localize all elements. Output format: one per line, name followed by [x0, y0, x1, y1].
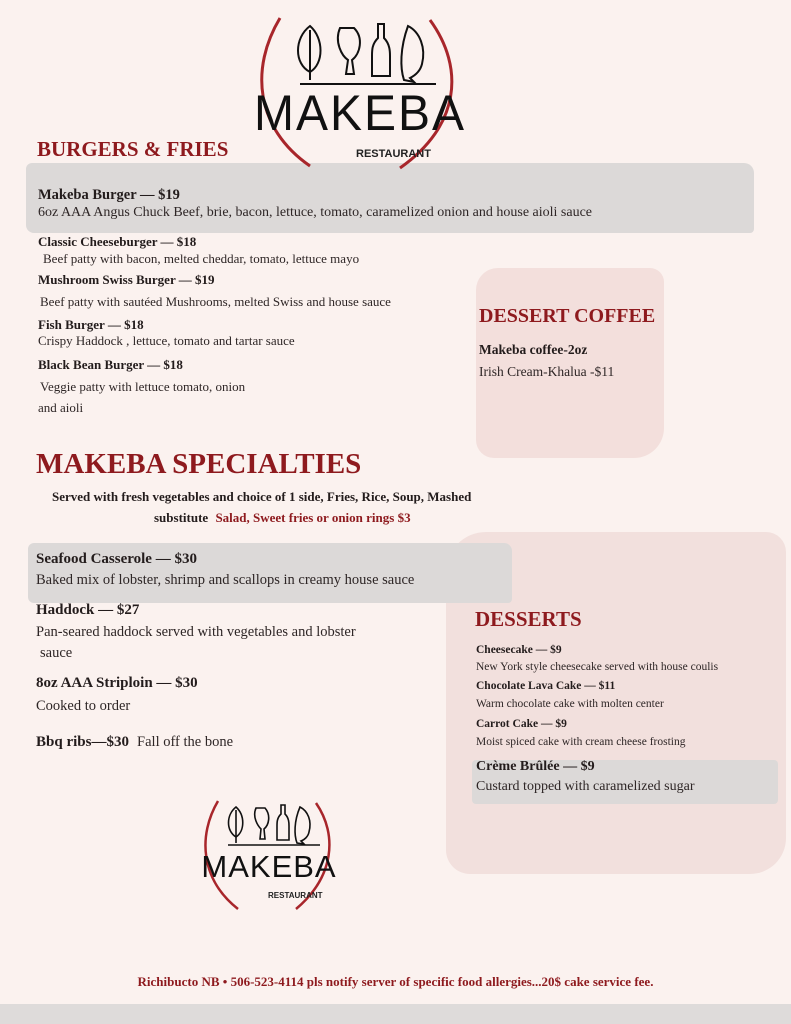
item-desc: Fall off the bone: [137, 734, 234, 750]
substitute-label: substitute: [154, 510, 209, 525]
item-title: Classic Cheeseburger — $18: [38, 234, 197, 249]
item-title: Seafood Casserole — $30: [36, 551, 197, 567]
specialties-heading: MAKEBA SPECIALTIES: [36, 448, 362, 480]
coffee-title: Makeba coffee-2oz: [479, 342, 588, 357]
coffee-panel: [476, 268, 664, 458]
burgers-heading: BURGERS & FRIES: [37, 137, 229, 161]
logo-wordmark: MAKEBA: [201, 849, 337, 884]
logo-wordmark: MAKEBA: [253, 85, 467, 142]
specialties-note-line2: [154, 510, 411, 526]
logo-subtitle: RESTAURANT: [356, 148, 431, 160]
item-desc: Cooked to order: [36, 698, 131, 714]
item-desc: sauce: [40, 645, 73, 661]
bottom-strip: [0, 1004, 791, 1024]
logo-subtitle: RESTAURANT: [268, 891, 323, 900]
coffee-desc: Irish Cream-Khalua -$11: [479, 364, 615, 379]
item-desc: Pan-seared haddock served with vegetables and lobster: [36, 624, 356, 640]
dessert-item-cheesecake: [476, 644, 718, 673]
item-desc: Veggie patty with lettuce tomato, onion: [40, 379, 246, 394]
item-desc: Custard topped with caramelized sugar: [476, 779, 695, 794]
item-title: Haddock — $27: [36, 602, 140, 618]
item-desc: Baked mix of lobster, shrimp and scallops in creamy house sauce: [36, 572, 415, 588]
item-desc: Crispy Haddock , lettuce, tomato and tartar sauce: [38, 333, 295, 348]
item-desc: 6oz AAA Angus Chuck Beef, brie, bacon, lettuce, tomato, caramelized onion and house aioli sauce: [38, 205, 593, 220]
item-title: 8oz AAA Striploin — $30: [36, 675, 198, 691]
burger-item-fish: [38, 317, 295, 349]
burger-item-makeba: [38, 187, 592, 221]
item-desc: Beef patty with bacon, melted cheddar, tomato, lettuce mayo: [43, 251, 360, 266]
item-desc: and aioli: [38, 400, 84, 415]
top-logo: [250, 8, 470, 176]
specialty-item-seafood: [36, 551, 414, 589]
specialty-item-striploin: [36, 675, 198, 715]
specialties-note-line1: Served with fresh vegetables and choice of 1 side, Fries, Rice, Soup, Mashed: [52, 489, 472, 504]
footer-info: Richibucto NB • 506-523-4114 pls notify server of specific food allergies...20$ cake service fee.: [137, 974, 654, 989]
item-title: Chocolate Lava Cake — $11: [476, 680, 616, 692]
specialty-item-ribs: [36, 731, 233, 751]
item-title: Fish Burger — $18: [38, 317, 144, 332]
coffee-heading: DESSERT COFFEE: [479, 305, 656, 327]
dessert-item-creme: [476, 759, 694, 795]
item-title: Cheesecake — $9: [476, 644, 562, 656]
substitute-options: Salad, Sweet fries or onion rings $3: [215, 510, 411, 525]
bottom-logo: [198, 795, 340, 915]
burger-item-blackbean: [38, 357, 245, 416]
dessert-item-lava: [476, 680, 664, 710]
item-desc: New York style cheesecake served with house coulis: [476, 661, 719, 673]
item-title: Mushroom Swiss Burger — $19: [38, 272, 215, 287]
dessert-item-carrot: [476, 718, 685, 748]
item-desc: Warm chocolate cake with molten center: [476, 698, 664, 710]
item-desc: Beef patty with sautéed Mushrooms, melted Swiss and house sauce: [40, 294, 391, 309]
burger-item-classic: [38, 234, 359, 267]
desserts-heading: DESSERTS: [475, 607, 582, 631]
specialty-item-haddock: [36, 602, 356, 662]
item-desc: Moist spiced cake with cream cheese frosting: [476, 736, 686, 748]
item-title: Black Bean Burger — $18: [38, 357, 183, 372]
item-title: Bbq ribs—$30: [36, 734, 129, 750]
burger-item-mushroom: [38, 272, 391, 310]
item-title: Makeba Burger — $19: [38, 187, 180, 203]
item-title: Crème Brûlée — $9: [476, 759, 595, 774]
item-title: Carrot Cake — $9: [476, 718, 567, 730]
